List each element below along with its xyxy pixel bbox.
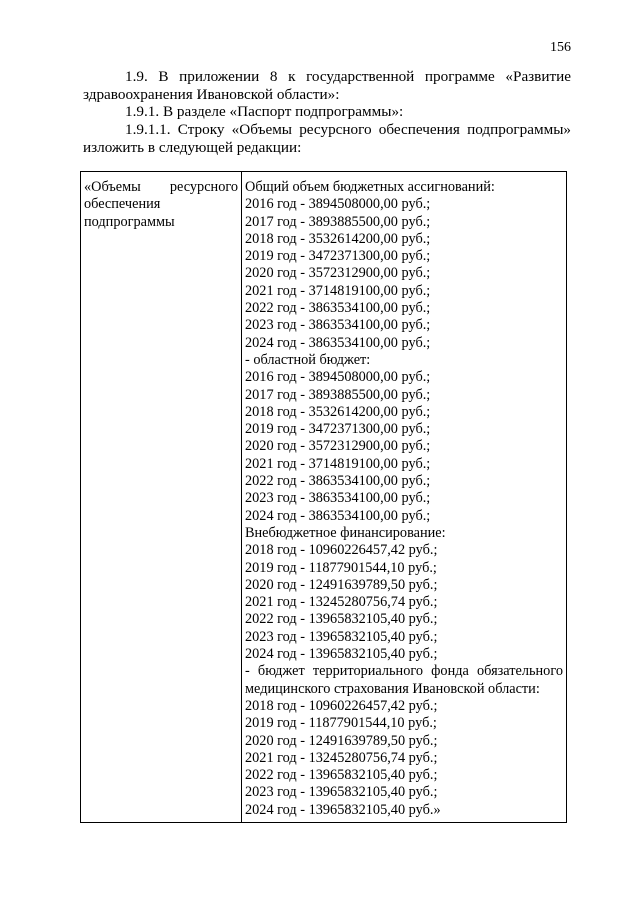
funding-line: 2024 год - 3863534100,00 руб.; <box>245 507 431 524</box>
funding-line: 2023 год - 13965832105,40 руб.; <box>245 628 438 645</box>
funding-line: 2016 год - 3894508000,00 руб.; <box>245 196 431 213</box>
funding-line: 2019 год - 3472371300,00 руб.; <box>245 248 431 265</box>
paragraph-1-9: 1.9. В приложении 8 к государственной программе «Развитие здравоохранения Ивановской области»: <box>83 68 571 103</box>
row-label-line: обеспечения <box>84 196 161 213</box>
funding-line: 2024 год - 13965832105,40 руб.» <box>245 801 441 818</box>
table-cell-label <box>81 172 242 823</box>
row-label-line: подпрограммы <box>84 213 175 230</box>
funding-line: Внебюджетное финансирование: <box>245 524 446 541</box>
resource-table <box>80 171 567 823</box>
funding-line: 2020 год - 3572312900,00 руб.; <box>245 438 431 455</box>
funding-line: 2017 год - 3893885500,00 руб.; <box>245 386 431 403</box>
funding-line: 2021 год - 13245280756,74 руб.; <box>245 594 438 611</box>
funding-line: 2023 год - 3863534100,00 руб.; <box>245 490 431 507</box>
funding-line: 2023 год - 13965832105,40 руб.; <box>245 784 438 801</box>
funding-line: 2021 год - 3714819100,00 руб.; <box>245 455 431 472</box>
funding-line: 2022 год - 13965832105,40 руб.; <box>245 611 438 628</box>
funding-line: 2016 год - 3894508000,00 руб.; <box>245 369 431 386</box>
funding-line: - бюджет территориального фонда обязательного <box>245 663 563 680</box>
funding-list <box>245 179 563 819</box>
funding-line: 2022 год - 3863534100,00 руб.; <box>245 473 431 490</box>
funding-line: Общий объем бюджетных ассигнований: <box>245 179 495 195</box>
funding-line: 2021 год - 13245280756,74 руб.; <box>245 749 438 766</box>
funding-line: - областной бюджет: <box>245 351 371 368</box>
page-number: 156 <box>550 40 571 55</box>
funding-line: 2019 год - 11877901544,10 руб.; <box>245 715 437 732</box>
funding-line: 2022 год - 13965832105,40 руб.; <box>245 767 438 784</box>
funding-line: 2018 год - 3532614200,00 руб.; <box>245 230 431 247</box>
row-label <box>84 179 238 231</box>
funding-line: 2020 год - 3572312900,00 руб.; <box>245 265 431 282</box>
funding-line: 2019 год - 11877901544,10 руб.; <box>245 559 437 576</box>
funding-line: 2018 год - 10960226457,42 руб.; <box>245 697 438 714</box>
row-label-line: «Объемы ресурсного <box>84 179 238 195</box>
funding-line: 2022 год - 3863534100,00 руб.; <box>245 300 431 317</box>
funding-line: 2024 год - 13965832105,40 руб.; <box>245 646 438 663</box>
funding-line: 2017 год - 3893885500,00 руб.; <box>245 213 431 230</box>
funding-line: 2020 год - 12491639789,50 руб.; <box>245 576 438 593</box>
paragraph-1-9-1: 1.9.1. В разделе «Паспорт подпрограммы»: <box>125 103 404 120</box>
funding-line: 2018 год - 3532614200,00 руб.; <box>245 403 431 420</box>
funding-line: 2018 год - 10960226457,42 руб.; <box>245 542 438 559</box>
funding-line: 2019 год - 3472371300,00 руб.; <box>245 421 431 438</box>
funding-line: 2023 год - 3863534100,00 руб.; <box>245 317 431 334</box>
funding-line: 2024 год - 3863534100,00 руб.; <box>245 334 431 351</box>
funding-line: медицинского страхования Ивановской области: <box>245 680 540 697</box>
funding-line: 2021 год - 3714819100,00 руб.; <box>245 282 431 299</box>
table-row <box>81 172 567 823</box>
table-cell-values <box>242 172 567 823</box>
paragraph-1-9-1-1: 1.9.1.1. Строку «Объемы ресурсного обеспечения подпрограммы» изложить в следующей редакции: <box>83 121 571 156</box>
funding-line: 2020 год - 12491639789,50 руб.; <box>245 732 438 749</box>
